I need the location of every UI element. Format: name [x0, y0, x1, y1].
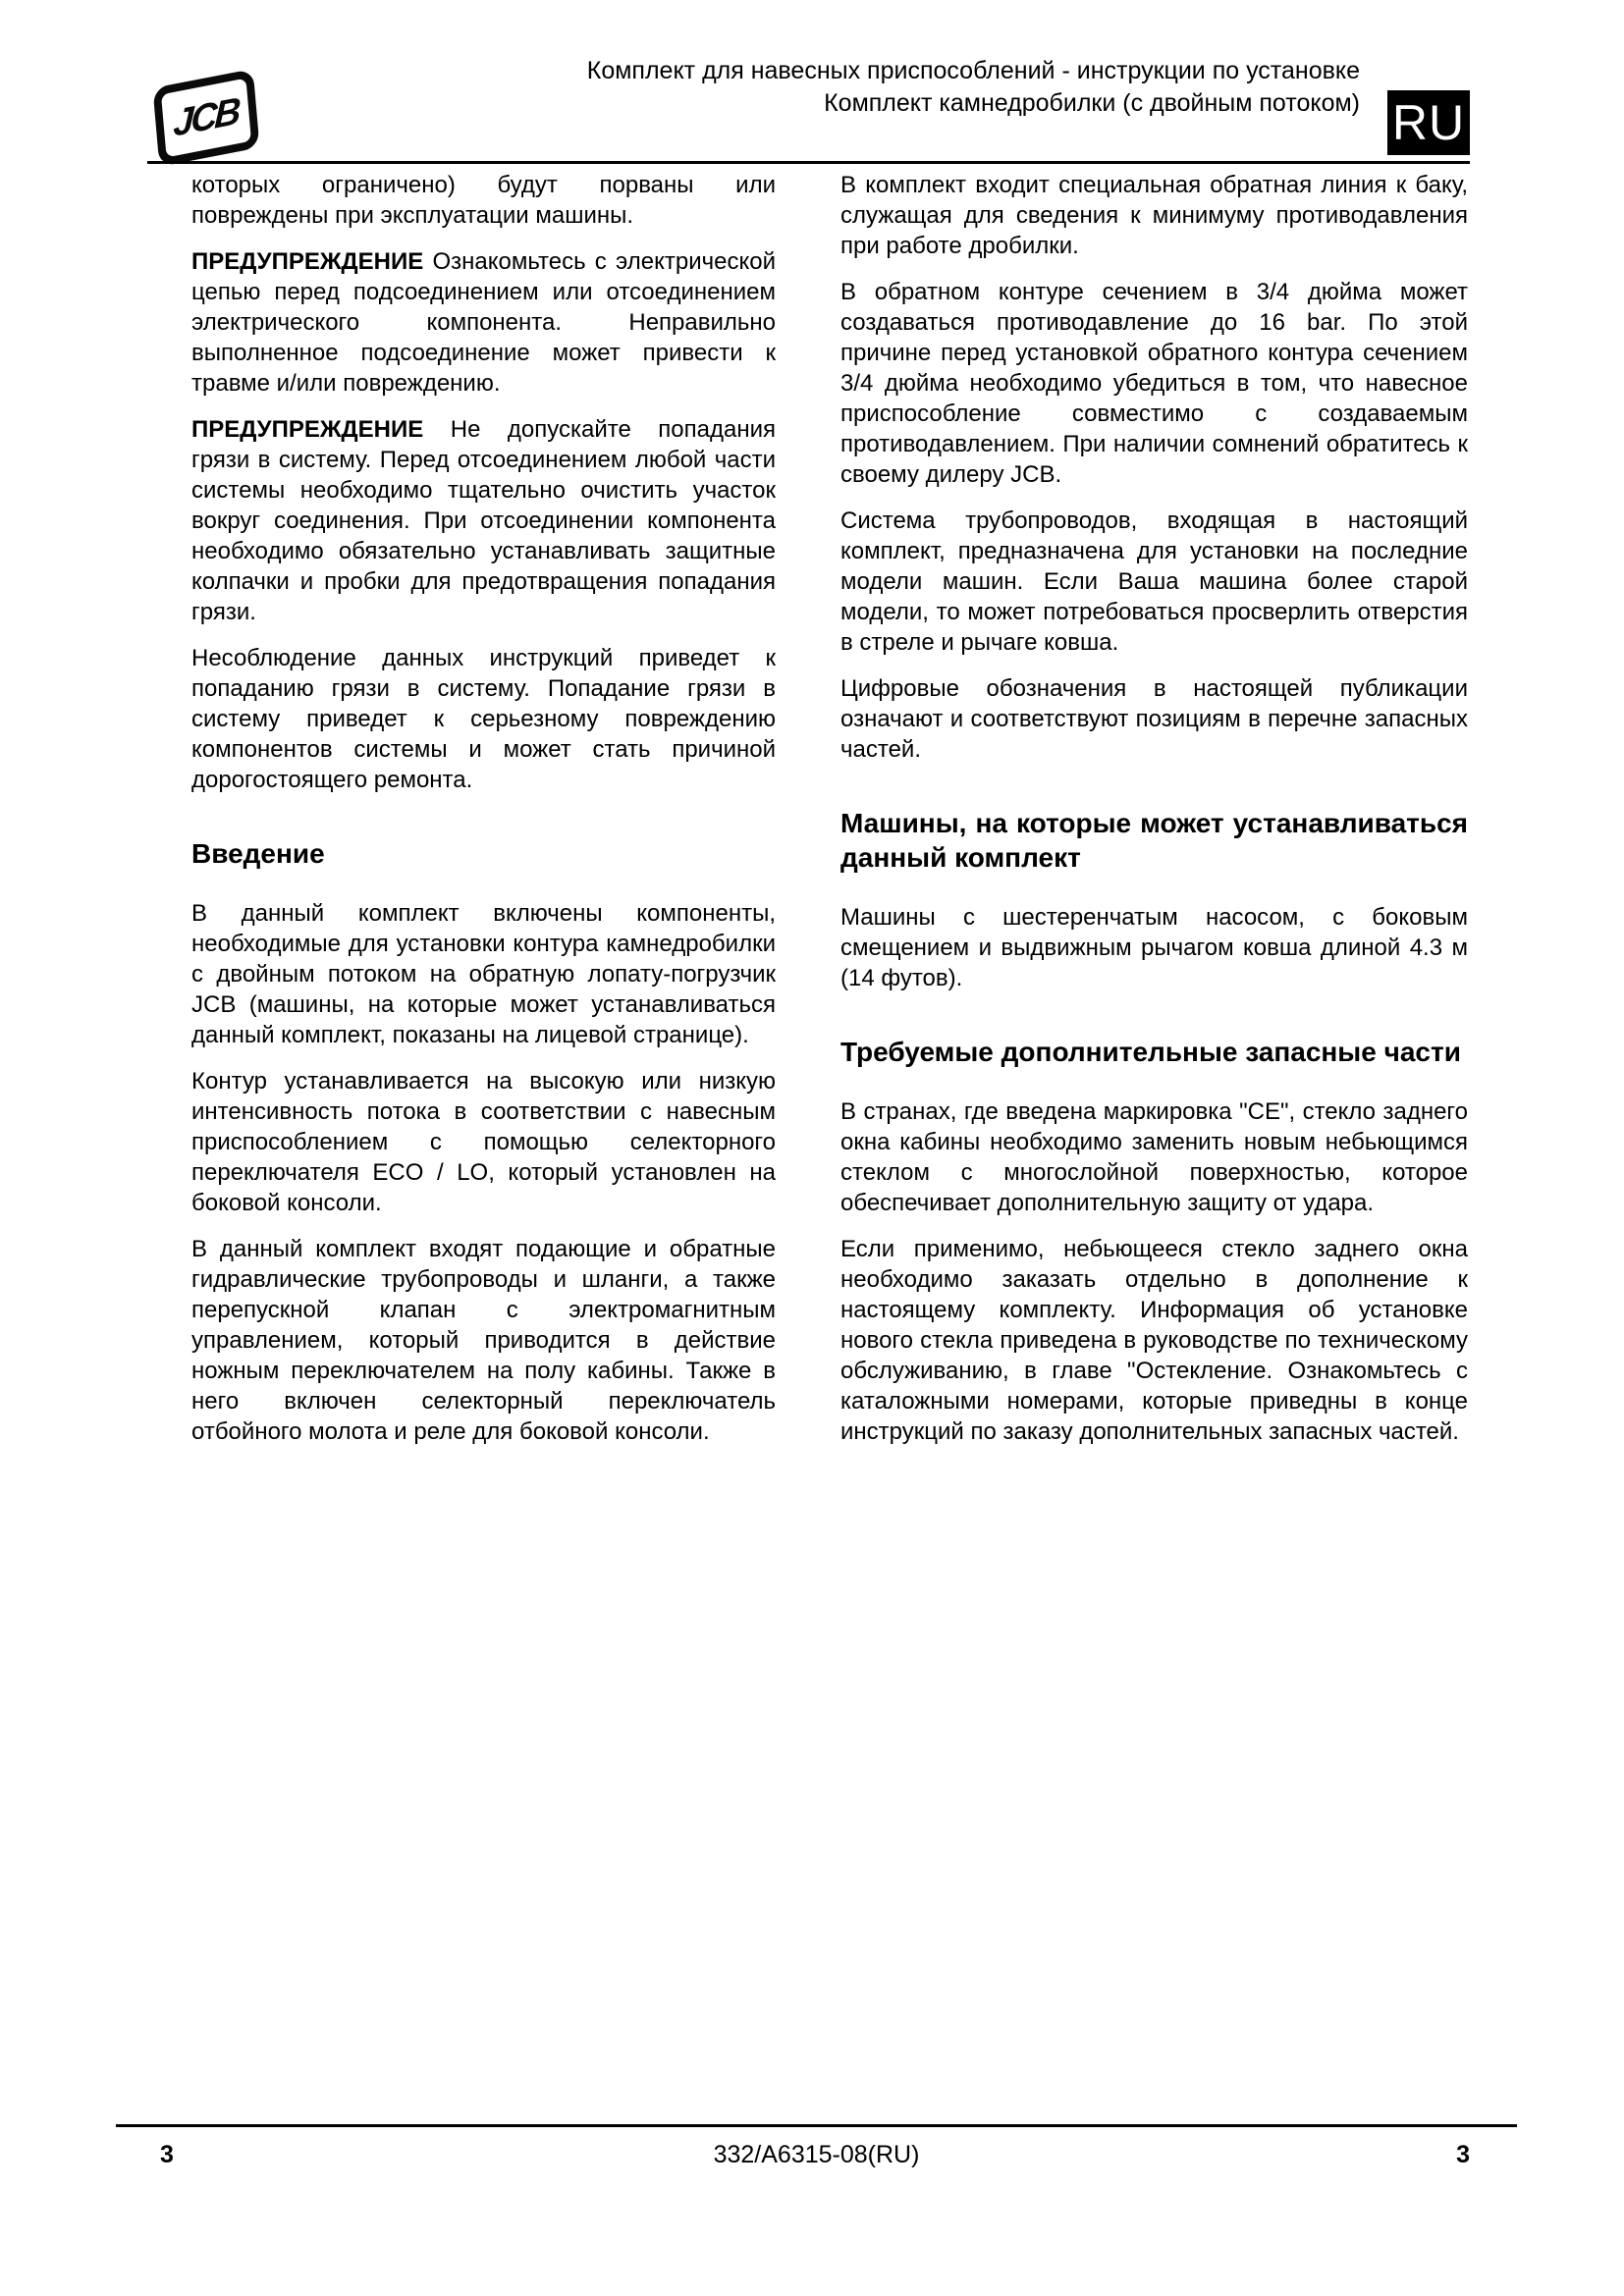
content-columns	[191, 170, 1468, 1463]
left-column	[191, 170, 776, 1463]
paragraph-kit-includes: В данный комплект входят подающие и обратные гидравлические трубопроводы и шланги, а также перепускной клапан с электромагнитным управлением, который приводится в действие ножным переключателем на полу кабины. Также в него включен селекторный переключатель отбойного молота и реле для боковой консоли.	[191, 1236, 776, 1445]
paragraph-dirt-consequence: Несоблюдение данных инструкций приведет к попаданию грязи в систему. Попадание грязи в систему приведет к серьезному повреждению компонентов системы и может стать причиной дорогостоящего ремонта.	[191, 645, 776, 793]
document-number: 332/A6315-08(RU)	[713, 2141, 920, 2168]
paragraph-kit-components: В данный комплект включены компоненты, необходимые для установки контура камнедробилки с двойным потоком на обратную лопату-погрузчик JCB (машины, на которые может устанавливаться данный комплект, показаны на лицевой странице).	[191, 900, 776, 1048]
header-title	[587, 55, 1360, 120]
page-number-right: 3	[1456, 2141, 1470, 2168]
paragraph-numbering: Цифровые обозначения в настоящей публикации означают и соответствуют позициям в перечне запасных частей.	[840, 675, 1468, 763]
right-column	[840, 170, 1468, 1463]
page-number-left: 3	[160, 2141, 174, 2168]
jcb-logo-box	[152, 69, 259, 167]
heading-introduction: Введение	[191, 838, 325, 869]
paragraph-return-line: В комплект входит специальная обратная линия к баку, служащая для сведения к минимуму противодавления при работе дробилки.	[840, 172, 1468, 259]
warning-text: Не допускайте попадания грязи в систему. Перед отсоединением любой части системы необходимо тщательно очистить участок вокруг соединения. При отсоединении компонента необходимо обязательно устанавливать защитные колпачки и пробки для предотвращения попадания грязи.	[191, 416, 776, 625]
paragraph-ce-glass: В странах, где введена маркировка "CE", стекло заднего окна кабины необходимо заменить новым небьющимся стеклом с многослойной поверхностью, которое обеспечивает дополнительную защиту от удара.	[840, 1098, 1468, 1216]
paragraph-flow-selector: Контур устанавливается на высокую или низкую интенсивность потока в соответствии с навесным приспособлением с помощью селекторного переключателя ECO / LO, который установлен на боковой консоли.	[191, 1068, 776, 1216]
jcb-logo	[147, 71, 263, 161]
warning-electrical	[191, 246, 776, 399]
language-badge: RU	[1387, 90, 1470, 155]
paragraph-pipework: Система трубопроводов, входящая в настоящий комплект, предназначена для установки на последние модели машин. Если Ваша машина более старой модели, то может потребоваться просверлить отверстия в стреле и рычаге ковша.	[840, 507, 1468, 656]
footer-rule	[116, 2124, 1517, 2127]
heading-required-parts: Требуемые дополнительные запасные части	[840, 1037, 1461, 1067]
header-title-line2: Комплект камнедробилки (с двойным потоком)	[824, 89, 1360, 117]
warning-label: ПРЕДУПРЕЖДЕНИЕ	[191, 416, 424, 443]
paragraph-machines: Машины с шестеренчатым насосом, с боковым смещением и выдвижным рычагом ковша длиной 4.3 м (14 футов).	[840, 904, 1468, 991]
paragraph-order-glass: Если применимо, небьющееся стекло заднего окна необходимо заказать отдельно в дополнение к настоящему комплекту. Информация об установке нового стекла приведена в руководстве по техническому обслуживанию, в главе "Остекление. Ознакомьтесь с каталожными номерами, которые приведны в конце инструкций по заказу дополнительных запасных частей.	[840, 1236, 1468, 1445]
header-title-line1: Комплект для навесных приспособлений - инструкции по установке	[586, 57, 1360, 84]
warning-dirt	[191, 414, 776, 627]
paragraph-back-pressure: В обратном контуре сечением в 3/4 дюйма может создаваться противодавление до 16 bar. По этой причине перед установкой обратного контура сечением 3/4 дюйма необходимо убедиться в том, что навесное приспособление совместимо с создаваемым противодавлением. При наличии сомнений обратитесь к своему дилеру JCB.	[840, 279, 1468, 488]
heading-machines: Машины, на которые может устанавливаться данный комплект	[840, 808, 1468, 873]
header-rule	[147, 161, 1470, 164]
warning-text: Ознакомьтесь с электрической цепью перед подсоединением или отсоединением электрического компонента. Неправильно выполненное подсоединение может привести к травме и/или повреждению.	[191, 248, 776, 397]
jcb-logo-text: JCB	[173, 90, 240, 145]
warning-label: ПРЕДУПРЕЖДЕНИЕ	[191, 248, 424, 275]
paragraph-continuation: которых ограничено) будут порваны или повреждены при эксплуатации машины.	[191, 172, 776, 229]
